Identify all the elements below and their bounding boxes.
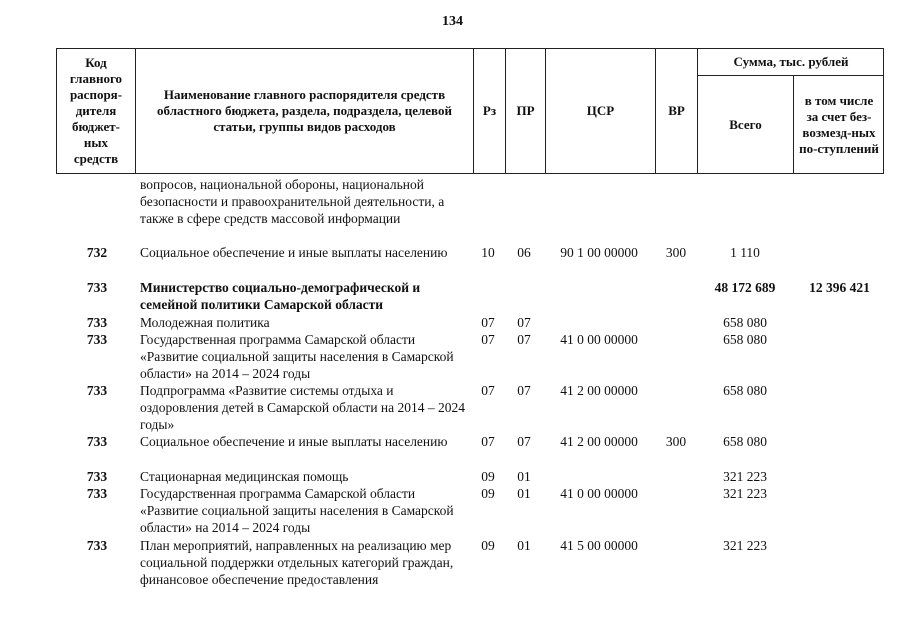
row-name: Министерство социально-демографической и семейной политики Самарской области [140, 280, 421, 312]
row-csr: 41 0 00 00000 [560, 486, 638, 501]
row-rz: 07 [481, 434, 495, 449]
header-rz: Рз [482, 103, 497, 118]
header-name: Наименование главного распорядителя средств областного бюджета, раздела, подраздела, целевой статьи, группы видов расходов [157, 87, 452, 134]
row-total: 658 080 [723, 315, 767, 330]
row-pr: 07 [517, 434, 531, 449]
page-number: 134 [442, 14, 463, 29]
header-code: Код главного распоря-дителя бюджет-ных средств [69, 55, 123, 166]
header-sum: Сумма, тыс. рублей [733, 54, 849, 69]
header-vr: ВР [668, 103, 685, 118]
row-pr: 01 [517, 469, 531, 484]
row-pr: 07 [517, 315, 531, 330]
row-code: 733 [86, 434, 108, 449]
row-total: 321 223 [723, 486, 767, 501]
row-csr: 41 5 00 00000 [560, 538, 638, 553]
row-code: 733 [86, 469, 108, 484]
row-name: вопросов, национальной обороны, национальной безопасности и правоохранительной деятельности, а также в сфере средств массовой информации [140, 177, 445, 226]
header-csr: ЦСР [586, 103, 615, 118]
row-code: 733 [86, 332, 108, 347]
row-code: 733 [86, 383, 108, 398]
row-rz: 09 [481, 486, 495, 501]
row-name: Социальное обеспечение и иные выплаты населению [140, 245, 448, 260]
row-code: 733 [86, 280, 108, 295]
row-total: 658 080 [723, 332, 767, 347]
row-total: 1 110 [730, 245, 760, 260]
table-header [56, 48, 884, 174]
row-code: 732 [86, 245, 108, 260]
row-pr: 01 [517, 486, 531, 501]
row-csr: 41 2 00 00000 [560, 383, 638, 398]
row-name: Государственная программа Самарской области «Развитие социальной защиты населения в Самарской области» на 2014 – 2024 годы [140, 486, 454, 535]
row-pr: 06 [517, 245, 531, 260]
row-total: 658 080 [723, 434, 767, 449]
row-pr: 01 [517, 538, 531, 553]
header-gratis: в том числе за счет без-возмезд-ных по-ступлений [799, 92, 879, 156]
row-rz: 07 [481, 383, 495, 398]
row-rz: 09 [481, 538, 495, 553]
row-name: Молодежная политика [140, 315, 270, 330]
row-code: 733 [86, 315, 108, 330]
row-pr: 07 [517, 383, 531, 398]
row-gratis: 12 396 421 [809, 280, 870, 295]
row-total: 321 223 [723, 469, 767, 484]
row-rz: 09 [481, 469, 495, 484]
row-name: Социальное обеспечение и иные выплаты населению [140, 434, 448, 449]
row-csr: 90 1 00 00000 [560, 245, 638, 260]
row-csr: 41 0 00 00000 [560, 332, 638, 347]
row-name: Государственная программа Самарской области «Развитие социальной защиты населения в Самарской области» на 2014 – 2024 годы [140, 332, 454, 381]
row-rz: 07 [481, 315, 495, 330]
row-pr: 07 [517, 332, 531, 347]
row-total: 48 172 689 [714, 280, 776, 295]
row-vr: 300 [665, 245, 687, 260]
row-code: 733 [86, 538, 108, 553]
row-name: План мероприятий, направленных на реализацию мер социальной поддержки отдельных категорий граждан, финансовое обеспечение предоставления [140, 538, 454, 587]
row-name: Стационарная медицинская помощь [140, 469, 349, 484]
header-pr: ПР [516, 103, 535, 118]
row-csr: 41 2 00 00000 [560, 434, 638, 449]
row-total: 658 080 [723, 383, 767, 398]
header-total: Всего [729, 116, 762, 132]
row-vr: 300 [665, 434, 687, 449]
row-name: Подпрограмма «Развитие системы отдыха и оздоровления детей в Самарской области на 2014 – 2024 годы» [140, 383, 466, 432]
row-total: 321 223 [723, 538, 767, 553]
row-code: 733 [86, 486, 108, 501]
row-rz: 10 [481, 245, 495, 260]
row-rz: 07 [481, 332, 495, 347]
